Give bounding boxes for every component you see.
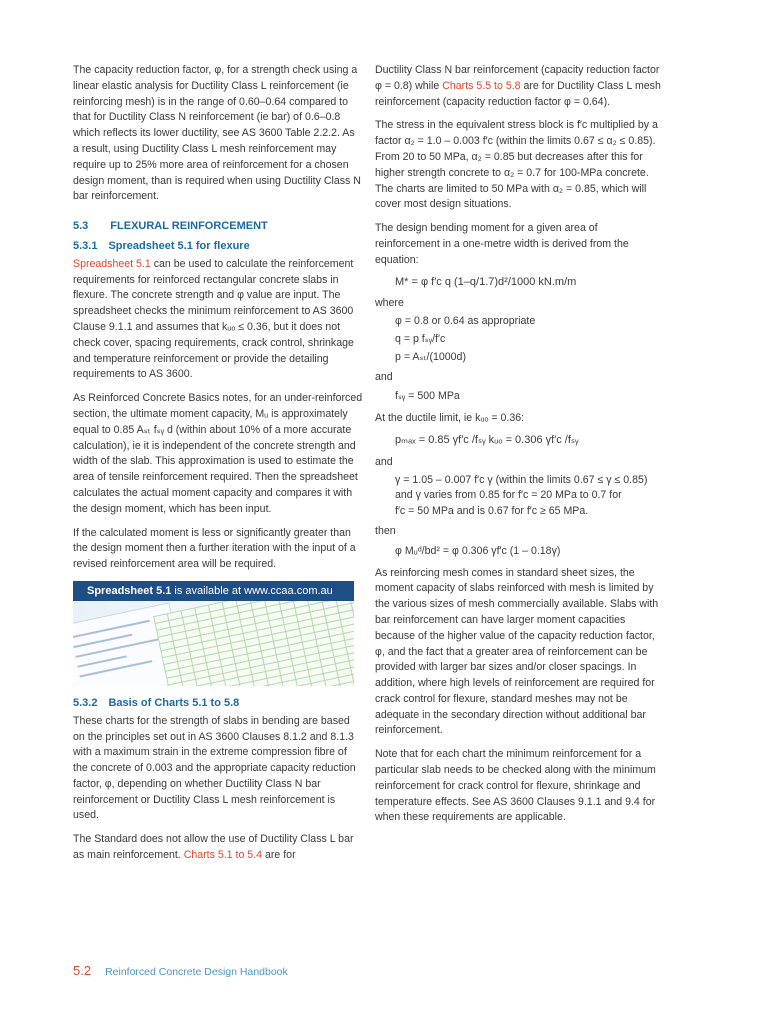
- banner-title[interactable]: Spreadsheet 5.1 is available at www.ccaa.com.au: [73, 581, 354, 601]
- equation-gamma-range: and γ varies from 0.85 for f′c = 20 MPa to 0.7 for: [395, 489, 622, 502]
- equation-phi: φ = 0.8 or 0.64 as appropriate: [395, 315, 536, 328]
- paragraph: As reinforcing mesh comes in standard sheet sizes, the moment capacity of slabs reinforced with mesh is limited by the various sizes of mesh commercially available. Slabs with bar reinforcement can have larger moment capacities because of the higher value of the capacity reduction factor, φ, and the fact that a greater area of reinforcement can be provided with larger bar sizes and/or closer spacings. In addition, where high levels of reinforcement are required for crack control for flexure, standard meshes may not be adequate in the secondary direction without additional bar reinforcement.: [375, 566, 659, 737]
- paragraph: If the calculated moment is less or significantly greater than the design moment then a further iteration with the input of a revised reinforcement area will be required.: [73, 526, 356, 571]
- where-label: where: [375, 297, 404, 310]
- page-number: 5.2: [73, 963, 92, 978]
- charts-link[interactable]: Charts 5.5 to 5.8: [442, 79, 521, 92]
- subsection-heading-5-3-1: 5.3.1 Spreadsheet 5.1 for flexure: [73, 239, 250, 252]
- equation-p: p = Aₛₜ/(1000d): [395, 350, 466, 363]
- right-column: [375, 63, 662, 834]
- subsection-heading-5-3-2: 5.3.2 Basis of Charts 5.1 to 5.8: [73, 696, 240, 709]
- left-column: [73, 63, 363, 872]
- ductile-limit-text: At the ductile limit, ie kᵤₒ = 0.36:: [375, 412, 525, 425]
- then-label: then: [375, 524, 396, 537]
- and-label: and: [375, 370, 393, 383]
- paragraph: The Standard does not allow the use of Ductility Class L bar as main reinforcement. Charts 5.1 to 5.4 are for: [73, 833, 354, 862]
- equation-q: q = p fₛᵧ/f′c: [395, 332, 446, 345]
- spreadsheet-preview-image: [73, 601, 354, 686]
- equation-pmax: pₘₐₓ = 0.85 γf′c /fₛᵧ kᵤₒ = 0.306 γf′c /fₛᵧ: [395, 433, 579, 446]
- paragraph: The stress in the equivalent stress block is f′c multiplied by a factor α₂ = 1.0 – 0.003 f′c (within the limits 0.67 ≤ α₂ ≤ 0.85). From 20 to 50 MPa, α₂ = 0.85 but decreases after this for higher strength concrete to α₂ = 0.7 for 100-MPa concrete. The charts are limited to 50 MPa with α₂ = 0.85, which will cover most design situations.: [375, 119, 658, 211]
- equation-gamma-limit: f′c = 50 MPa and is 0.67 for f′c ≥ 65 MPa.: [395, 505, 589, 518]
- equation-mud: φ Mᵤᵈ/bd² = φ 0.306 γf′c (1 – 0.18γ): [395, 544, 561, 557]
- and-label: and: [375, 455, 393, 468]
- paragraph: As Reinforced Concrete Basics notes, for an under-reinforced section, the ultimate moment capacity, Mᵤ is approximately equal to 0.85 Aₛₜ fₛᵧ d (within about 10% of a more accurate calculation), ie it is independent of the concrete strength and width of the slab. This approximation is used to estimate the area of tensile reinforcement required. Then the spreadsheet calculates the actual moment capacity and compares it with the design moment, which has been input.: [73, 392, 363, 515]
- handbook-title: Reinforced Concrete Design Handbook: [105, 966, 288, 978]
- charts-link[interactable]: Charts 5.1 to 5.4: [183, 849, 263, 862]
- section-heading-5-3: 5.3 FLEXURAL REINFORCEMENT: [73, 220, 268, 233]
- spreadsheet-link[interactable]: Spreadsheet 5.1: [73, 257, 151, 270]
- spreadsheet-banner: [73, 581, 354, 686]
- paragraph: Ductility Class N bar reinforcement (capacity reduction factor φ = 0.8) while Charts 5.5 to 5.8 are for Ductility Class L mesh reinforcement (capacity reduction factor φ = 0.64).: [375, 64, 661, 108]
- paragraph: Note that for each chart the minimum reinforcement for a particular slab needs to be checked along with the minimum reinforcement for crack control for flexure, shrinkage and temperature effects. See AS 3600 Clauses 9.1.1 and 9.4 for when these requirements are applicable.: [375, 748, 656, 824]
- equation-gamma: γ = 1.05 – 0.007 f′c γ (within the limits 0.67 ≤ γ ≤ 0.85): [395, 473, 648, 486]
- paragraph: The capacity reduction factor, φ, for a strength check using a linear elastic analysis for Ductility Class L reinforcement (ie reinforcing mesh) is in the range of 0.60–0.64 compared to that for Ductility Class N reinforcement (ie bar) of 0.6–0.8 which reflects its lower ductility, see AS 3600 Table 2.2.2. As a result, using Ductility Class L mesh reinforcement may require up to 25% more area of reinforcement for a chosen design moment, than is required when using Ductility Class N bar reinforcement.: [73, 64, 361, 203]
- paragraph: These charts for the strength of slabs in bending are based on the principles set out in AS 3600 Clauses 8.1.2 and 8.1.3 with a maximum strain in the extreme compression fibre of the concrete of 0.003 and the appropriate capacity reduction factor, φ, depending on whether Ductility Class N bar reinforcement or Ductility Class L mesh reinforcement is used.: [73, 714, 356, 822]
- paragraph: Spreadsheet 5.1 can be used to calculate the reinforcement requirements for reinforced rectangular concrete slabs in flexure. The concrete strength and φ value are input. The spreadsheet checks the minimum reinforcement to AS 3600 Clause 9.1.1 and assumes that kᵤₒ ≤ 0.36, but it does not check cover, spacing requirements, crack control, shrinkage and temperature reinforcement or provide the detailing requirements to AS 3600.: [73, 257, 354, 381]
- equation-fsy: fₛᵧ = 500 MPa: [395, 390, 460, 403]
- page-footer: [73, 963, 288, 981]
- paragraph: The design bending moment for a given area of reinforcement in a one-metre width is derived from the equation:: [375, 222, 629, 266]
- equation-moment: M* = φ f′c q (1–q/1.7)d²/1000 kN.m/m: [395, 275, 577, 288]
